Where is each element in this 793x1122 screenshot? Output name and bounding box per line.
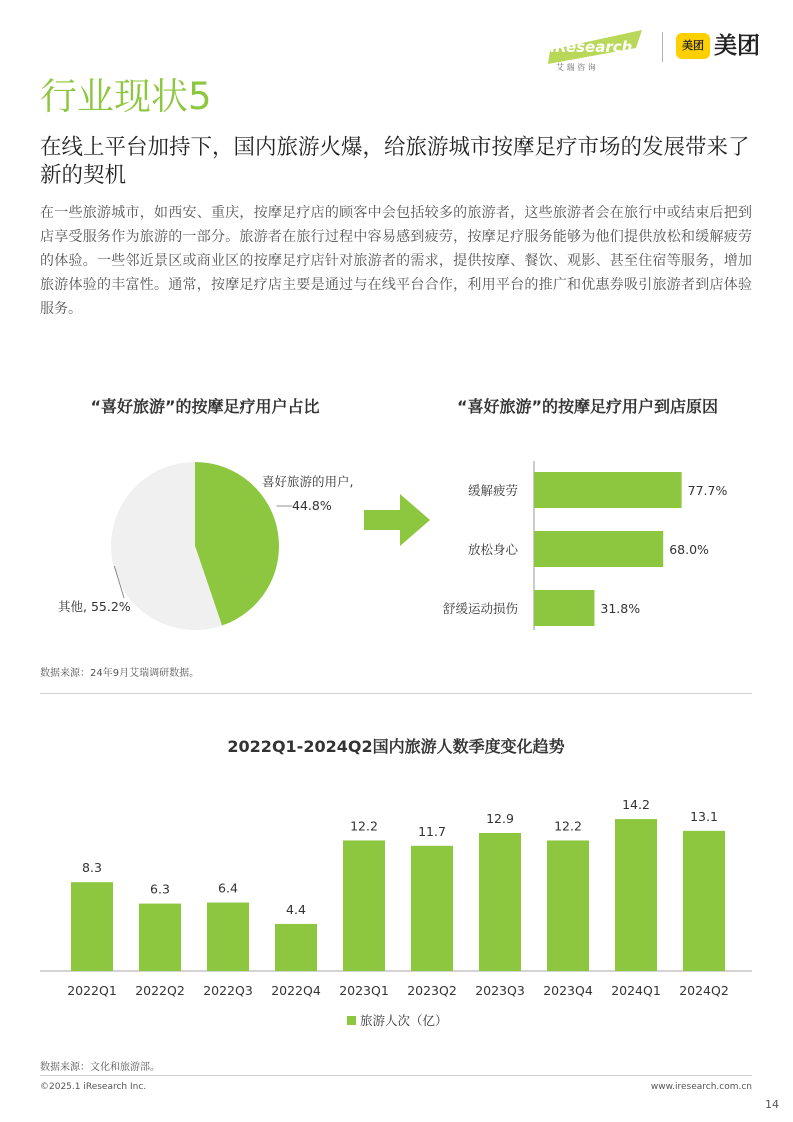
- trend-value-label: 6.3: [150, 881, 170, 897]
- reason-category-label: 舒缓运动损伤: [442, 601, 518, 616]
- reason-category-label: 放松身心: [467, 542, 518, 557]
- reason-value-label: 68.0%: [669, 542, 709, 557]
- page-subtitle: 在线上平台加持下，国内旅游火爆，给旅游城市按摩足疗市场的发展带来了新的契机: [40, 135, 750, 188]
- meituan-logo-badge: 美团: [676, 33, 710, 59]
- trend-value-label: 11.7: [418, 823, 446, 839]
- footer-divider: [40, 1075, 752, 1076]
- data-source-note: 数据来源：文化和旅游部。: [40, 1062, 160, 1073]
- trend-value-label: 12.9: [486, 810, 514, 826]
- trend-bar: [139, 904, 181, 971]
- trend-bar: [615, 819, 657, 971]
- trend-category-label: 2023Q1: [339, 983, 389, 998]
- trend-category-label: 2023Q4: [543, 983, 593, 998]
- trend-bar-chart: [40, 790, 752, 1040]
- trend-value-label: 8.3: [82, 860, 102, 876]
- trend-category-label: 2022Q1: [67, 983, 117, 998]
- pie-value-travel-lovers: 44.8%: [292, 498, 332, 513]
- pie-chart: [40, 440, 380, 650]
- trend-category-label: 2022Q3: [203, 983, 253, 998]
- reason-value-label: 77.7%: [687, 483, 728, 498]
- trend-value-label: 4.4: [286, 901, 306, 917]
- reason-bar: [534, 531, 663, 567]
- trend-value-label: 12.2: [554, 818, 582, 834]
- trend-value-label: 12.2: [350, 818, 378, 834]
- website-link[interactable]: www.iresearch.com.cn: [650, 1082, 752, 1092]
- trend-category-label: 2023Q3: [475, 983, 525, 998]
- intro-paragraph: 在一些旅游城市，如西安、重庆，按摩足疗店的顾客中会包括较多的旅游者，这些旅游者会在旅行中或结束后把到店享受服务作为旅游的一部分。旅游者在旅行过程中容易感到疲劳，按摩足疗服务能够为他们提供放松和缓解疲劳的体验。一些邻近景区或商业区的按摩足疗店针对旅游者的需求，提供按摩、餐饮、观影、甚至住宿等服务，增加旅游体验的丰富性。通常，按摩足疗店主要是通过与在线平台合作，利用平台的推广和优惠券吸引旅游者到店体验服务。: [40, 205, 752, 317]
- trend-bar: [275, 924, 317, 971]
- meituan-logo-text: 美团: [714, 33, 760, 59]
- reason-value-label: 31.8%: [600, 601, 641, 616]
- page-number: 14: [765, 1098, 779, 1111]
- trend-value-label: 14.2: [622, 797, 650, 813]
- trend-bar: [683, 831, 725, 971]
- trend-value-label: 6.4: [218, 880, 238, 896]
- trend-category-label: 2024Q1: [611, 983, 661, 998]
- legend-label: 旅游人次（亿）: [360, 1013, 448, 1028]
- iresearch-logo: [546, 28, 646, 74]
- reason-bar: [534, 590, 594, 626]
- ir-logo-subtext: 艾 瑞 咨 询: [556, 63, 596, 72]
- trend-category-label: 2022Q2: [135, 983, 185, 998]
- reason-bar: [534, 472, 682, 508]
- legend-swatch: [347, 1016, 356, 1025]
- reason-category-label: 缓解疲劳: [467, 483, 518, 498]
- trend-bar: [479, 833, 521, 971]
- trend-bar: [207, 903, 249, 971]
- section-divider: [40, 693, 752, 694]
- pie-label-other: 其他, 55.2%: [58, 599, 131, 614]
- pie-label-travel-lovers: 喜好旅游的用户,: [262, 474, 354, 489]
- trend-category-label: 2023Q2: [407, 983, 457, 998]
- trend-bar: [547, 840, 589, 971]
- trend-category-label: 2022Q4: [271, 983, 321, 998]
- trend-bar: [411, 846, 453, 971]
- trend-bar: [343, 840, 385, 971]
- ir-logo-text: iResearch: [550, 38, 633, 56]
- copyright: ©2025.1 iResearch Inc.: [40, 1082, 147, 1092]
- pie-chart-title: “喜好旅游”的按摩足疗用户占比: [90, 397, 320, 416]
- reason-bar-chart: [420, 455, 770, 635]
- trend-bar: [71, 882, 113, 971]
- logo-divider: [662, 32, 663, 62]
- page-heading: 行业现状5: [40, 75, 212, 118]
- trend-chart-title: 2022Q1-2024Q2国内旅游人数季度变化趋势: [227, 737, 565, 756]
- trend-category-label: 2024Q2: [679, 983, 729, 998]
- reason-chart-title: “喜好旅游”的按摩足疗用户到店原因: [456, 397, 719, 416]
- data-source-note: 数据来源：24年9月艾瑞调研数据。: [40, 668, 200, 679]
- trend-value-label: 13.1: [690, 808, 718, 824]
